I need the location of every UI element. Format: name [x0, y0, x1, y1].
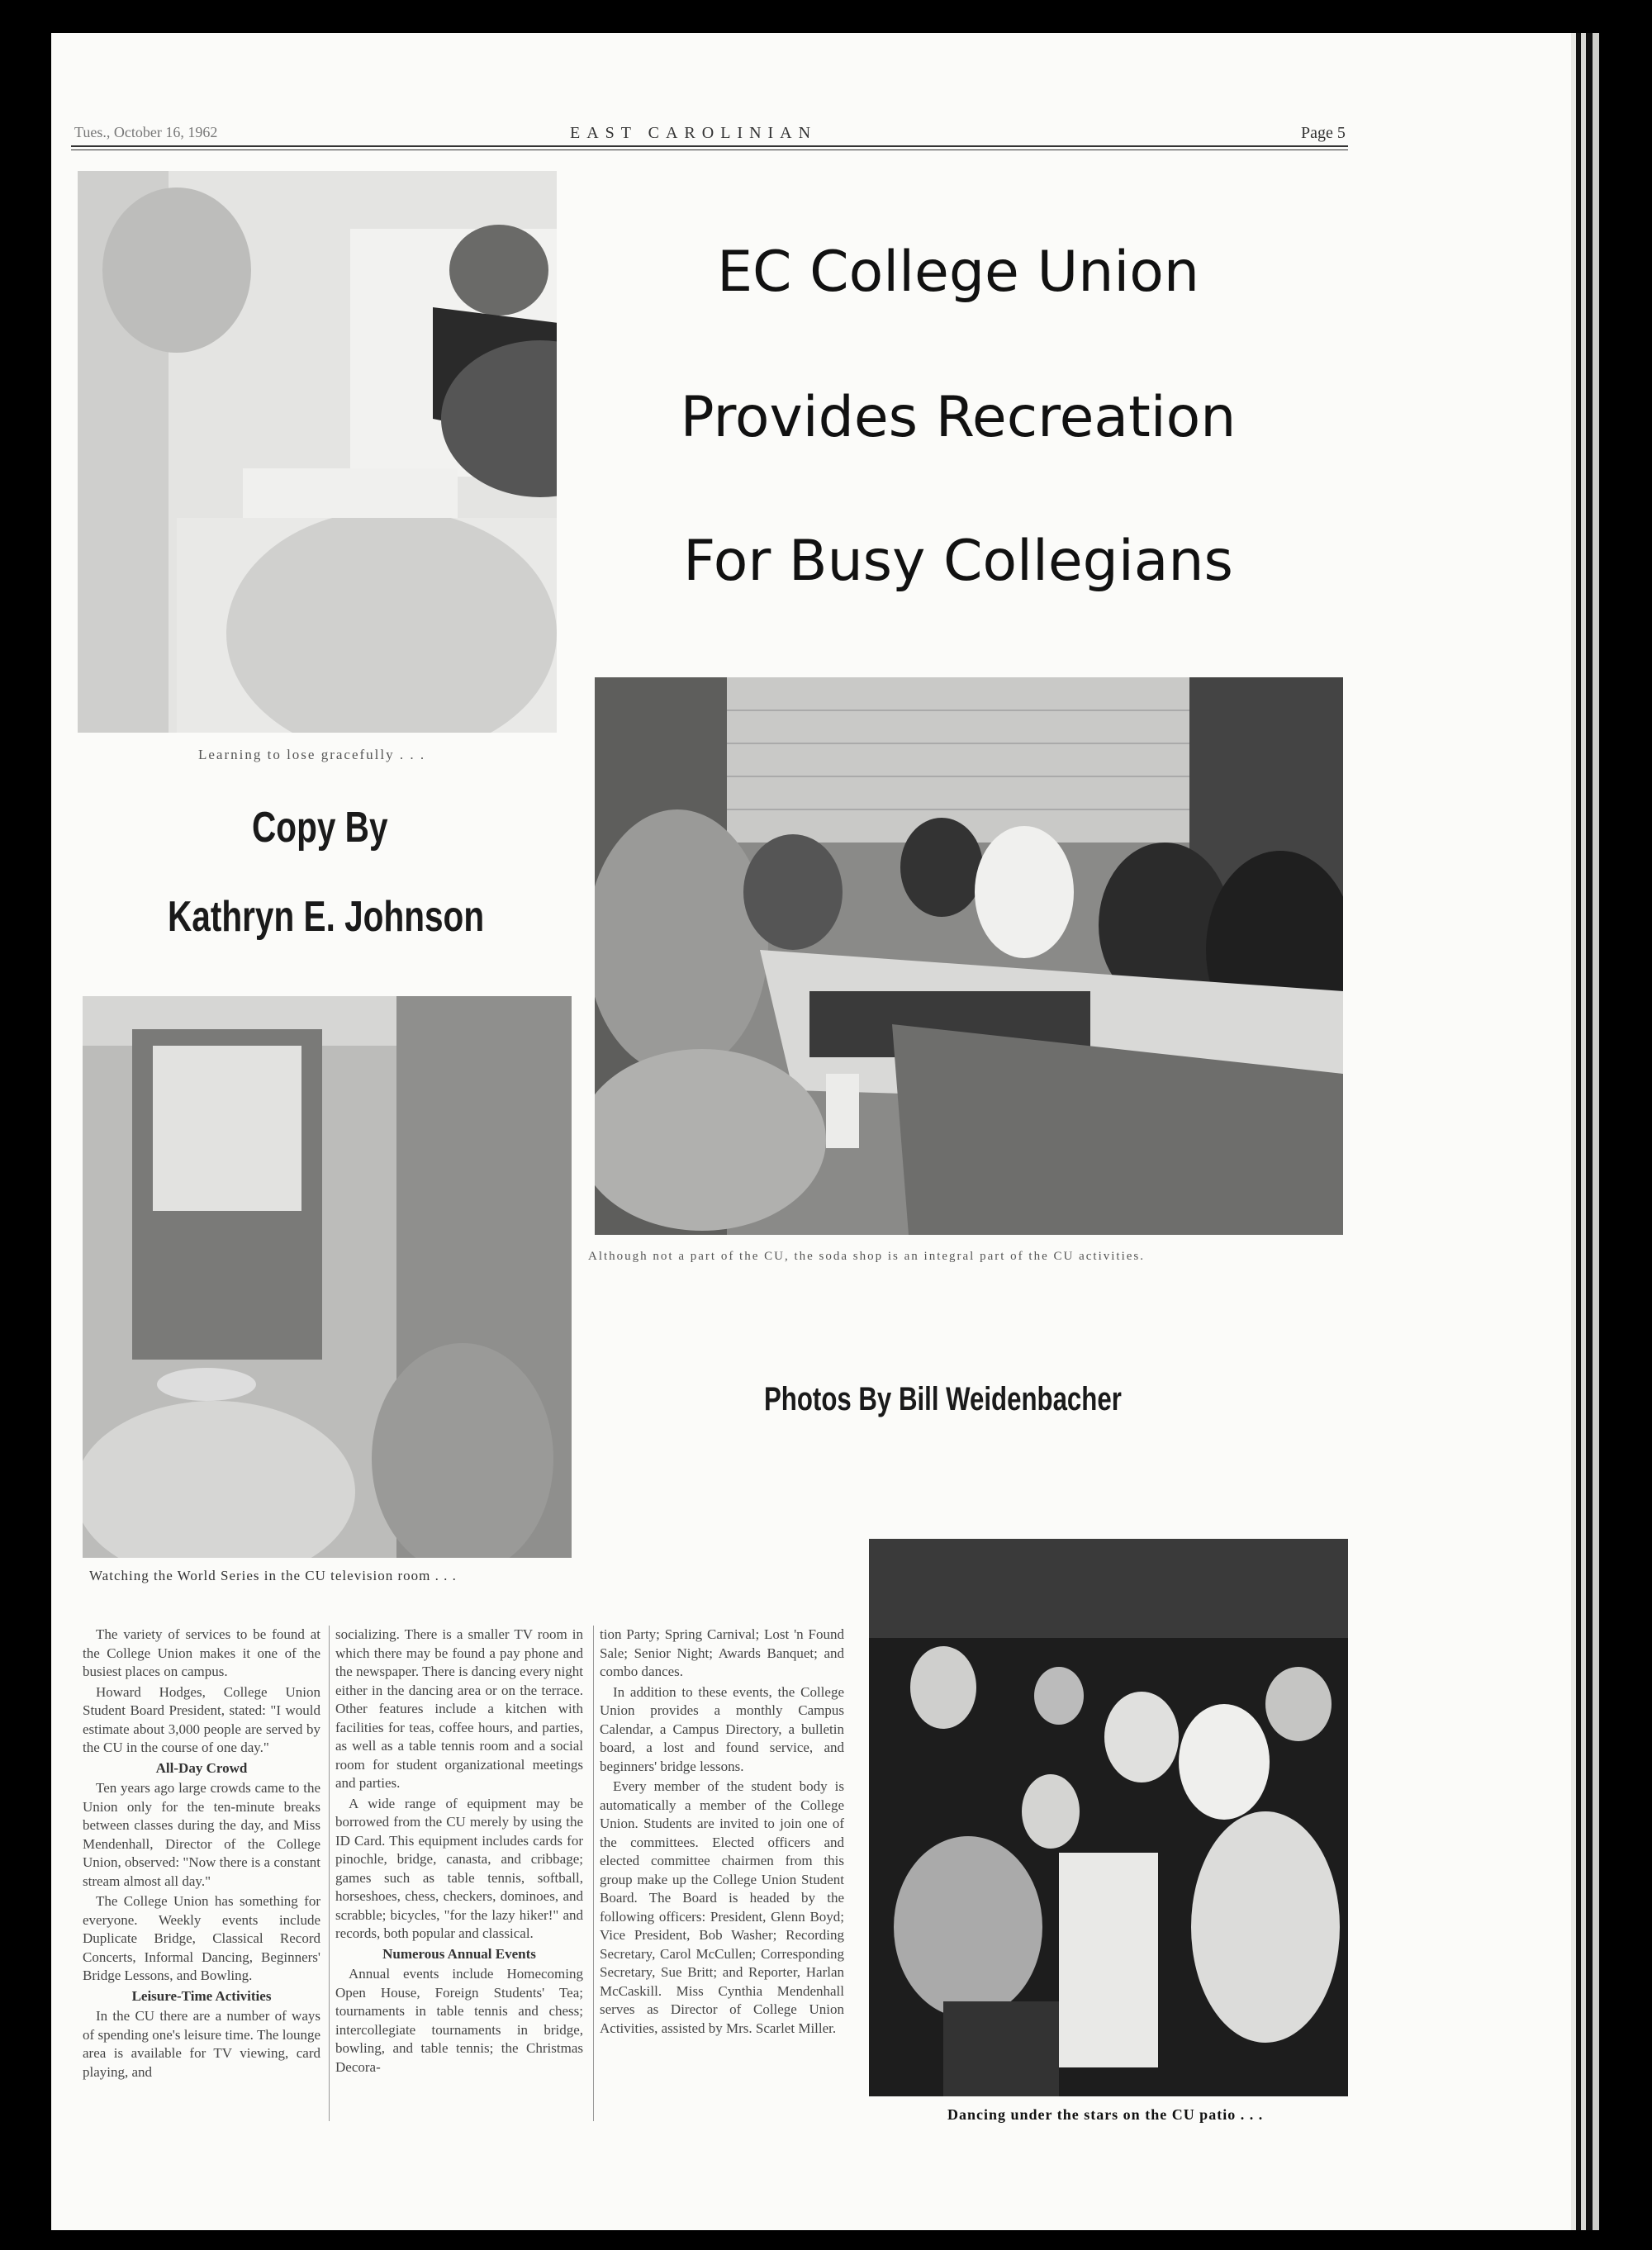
photo-card-game: [78, 171, 557, 733]
article-paragraph: A wide range of equipment may be borrowed from the CU merely by using the ID Card. This equipment includes cards for pinochle, bridge, canasta, and cribbage; games such as table tennis, softball, horseshoes, chess, checkers, dominoes, and scrabble; bicycles, "for the lazy hiker!" and records, both popular and classical.: [335, 1795, 583, 1941]
column-rule: [593, 1626, 594, 2121]
header-rule: [71, 145, 1348, 147]
article-paragraph: In the CU there are a number of ways of spending one's leisure time. The lounge area is available for TV viewing, card playing, and: [83, 2008, 320, 2080]
article-column-1: [83, 1626, 320, 2083]
issue-date: Tues., October 16, 1962: [74, 124, 218, 140]
column-1-paragraphs: [83, 1626, 320, 1758]
caption-dancing: Dancing under the stars on the CU patio . . .: [947, 2106, 1264, 2123]
article-paragraph: tion Party; Spring Carnival; Lost 'n Found Sale; Senior Night; Awards Banquet; and combo dances.: [600, 1626, 844, 1679]
subhead-all-day-crowd: All-Day Crowd: [155, 1759, 248, 1776]
headline-line-3: For Busy Collegians: [683, 529, 1233, 594]
photo-dancing: [869, 1539, 1348, 2096]
article-paragraph: Every member of the student body is automatically a member of the College Union. Students are invited to join one of the committees. Elected officers and elected committee chairmen from this group make up the College Union Student Board. The Board is headed by the following officers: President, Glenn Boyd; Vice President, Bob Washer; Recording Secretary, Carol McCullen; Corresponding Secretary, Sue Britt; and Reporter, Harlan McCaskill. Miss Cynthia Mendenhall serves as Director of College Union Activities, assisted by Mrs. Scarlet Miller.: [600, 1778, 844, 2036]
copy-by-name: Kathryn E. Johnson: [168, 893, 485, 941]
article-paragraph: Ten years ago large crowds came to the Union only for the ten-minute breaks between classes during the day, and Miss Mendenhall, Director of the College Union, observed: "Now there is a constant stream almost all day.": [83, 1780, 320, 1889]
page-number: Page 5: [1301, 124, 1346, 142]
article-paragraph: Annual events include Homecoming Open House, Foreign Students' Tea; tournaments in table tennis and chess; intercollegiate tournaments in bridge, bowling, and table tennis; the Christmas Decora-: [335, 1966, 583, 2075]
masthead: EAST CAROLINIAN: [570, 124, 818, 142]
caption-card-game: Learning to lose gracefully . . .: [198, 747, 426, 762]
subhead-annual-events: Numerous Annual Events: [382, 1945, 536, 1962]
copy-by-label: Copy By: [252, 804, 388, 852]
subhead-leisure-time: Leisure-Time Activities: [131, 1987, 272, 2004]
caption-tv-room: Watching the World Series in the CU television room . . .: [89, 1568, 457, 1583]
article-paragraph: Howard Hodges, College Union Student Board President, stated: "I would estimate about 3,000 people are served by the CU in the course of one day.": [83, 1683, 320, 1755]
caption-soda-shop: Although not a part of the CU, the soda shop is an integral part of the CU activities.: [588, 1250, 1145, 1263]
photos-by: Photos By Bill Weidenbacher: [764, 1381, 1122, 1417]
photo-tv-room: [83, 996, 572, 1558]
article-paragraph: socializing. There is a smaller TV room in which there may be found a pay phone and the newspaper. There is dancing every night either in the dancing area or on the terrace. Other features include a kitchen with facilities for teas, coffee hours, and parties, as well as a table tennis room and a social room for student organizational meetings and parties.: [335, 1626, 583, 1791]
photo-soda-shop: [595, 677, 1343, 1235]
binding-edge: [0, 0, 51, 2250]
article-paragraph: In addition to these events, the College Union provides a monthly Campus Calendar, a Campus Directory, a bulletin board, a lost and found service, and beginners' bridge lessons.: [600, 1683, 844, 1774]
article-paragraph: The variety of services to be found at the College Union makes it one of the busiest places on campus.: [83, 1626, 320, 1679]
headline-line-1: EC College Union: [717, 240, 1199, 305]
headline-line-2: Provides Recreation: [680, 385, 1237, 450]
column-rule: [329, 1626, 330, 2121]
article-column-3: [600, 1626, 844, 2039]
article-paragraph: The College Union has something for everyone. Weekly events include Duplicate Bridge, Classical Record Concerts, Informal Dancing, Beginners' Bridge Lessons, and Bowling.: [83, 1893, 320, 1983]
article-column-2: [335, 1626, 583, 2078]
